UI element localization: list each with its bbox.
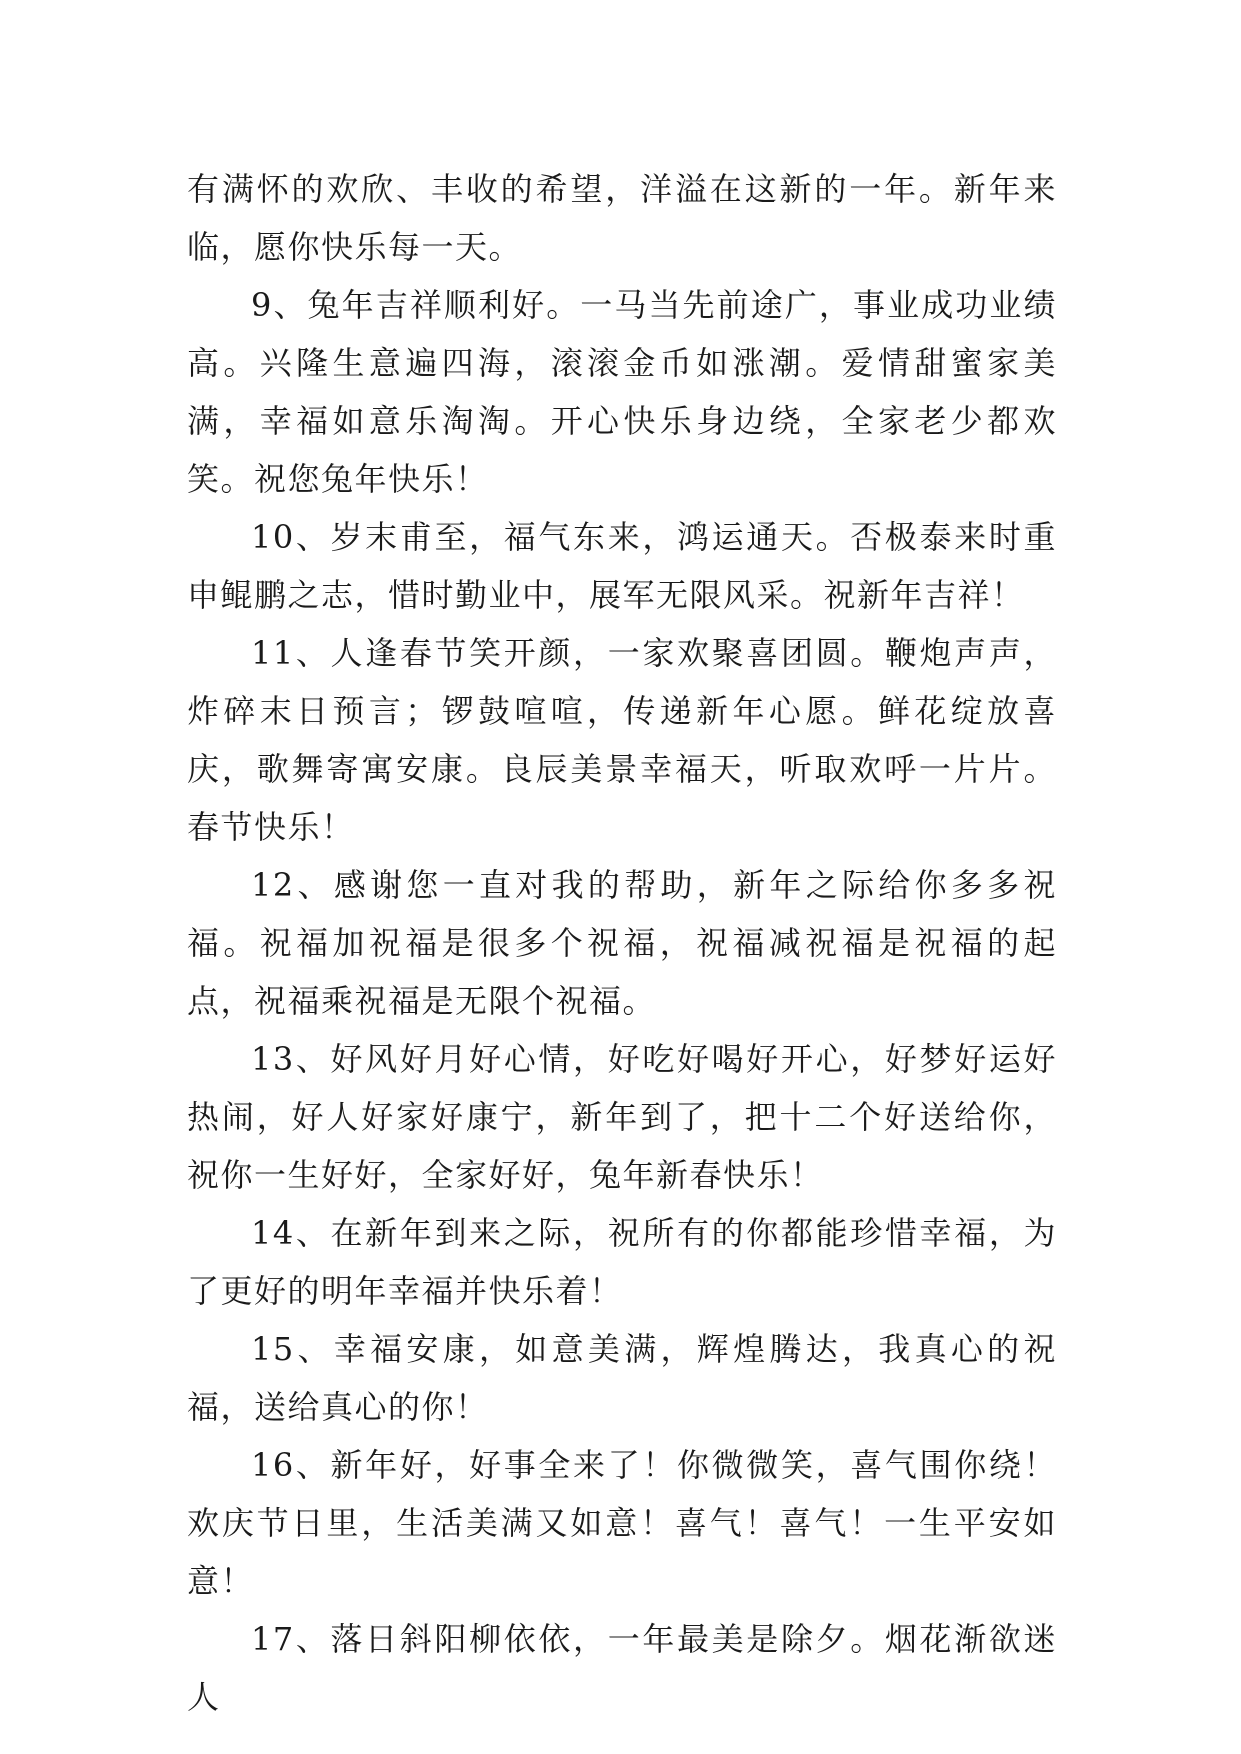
paragraph: 10、岁末甫至，福气东来，鸿运通天。否极泰来时重申鲲鹏之志，惜时勤业中，展军无限风采。祝新年吉祥！ <box>187 518 1057 614</box>
paragraph: 17、落日斜阳柳依依，一年最美是除夕。烟花渐欲迷人 <box>187 1620 1057 1716</box>
paragraph: 有满怀的欢欣、丰收的希望，洋溢在这新的一年。新年来临，愿你快乐每一天。 <box>187 170 1057 266</box>
paragraph: 12、感谢您一直对我的帮助，新年之际给你多多祝福。祝福加祝福是很多个祝福，祝福减祝福是祝福的起点，祝福乘祝福是无限个祝福。 <box>187 866 1057 1020</box>
paragraph: 11、人逢春节笑开颜，一家欢聚喜团圆。鞭炮声声，炸碎末日预言；锣鼓喧喧，传递新年心愿。鲜花绽放喜庆，歌舞寄寓安康。良辰美景幸福天，听取欢呼一片片。春节快乐！ <box>187 634 1057 846</box>
paragraph: 16、新年好，好事全来了！你微微笑，喜气围你绕！欢庆节日里，生活美满又如意！喜气！喜气！一生平安如意！ <box>187 1446 1057 1600</box>
document-body <box>187 160 1057 1726</box>
paragraph: 9、兔年吉祥顺利好。一马当先前途广，事业成功业绩高。兴隆生意遍四海，滚滚金币如涨潮。爱情甜蜜家美满，幸福如意乐淘淘。开心快乐身边绕，全家老少都欢笑。祝您兔年快乐！ <box>187 286 1057 498</box>
paragraph: 15、幸福安康，如意美满，辉煌腾达，我真心的祝福，送给真心的你！ <box>187 1330 1057 1426</box>
paragraph: 14、在新年到来之际，祝所有的你都能珍惜幸福，为了更好的明年幸福并快乐着！ <box>187 1214 1057 1310</box>
paragraph: 13、好风好月好心情，好吃好喝好开心，好梦好运好热闹，好人好家好康宁，新年到了，把十二个好送给你，祝你一生好好，全家好好，兔年新春快乐！ <box>187 1040 1057 1194</box>
